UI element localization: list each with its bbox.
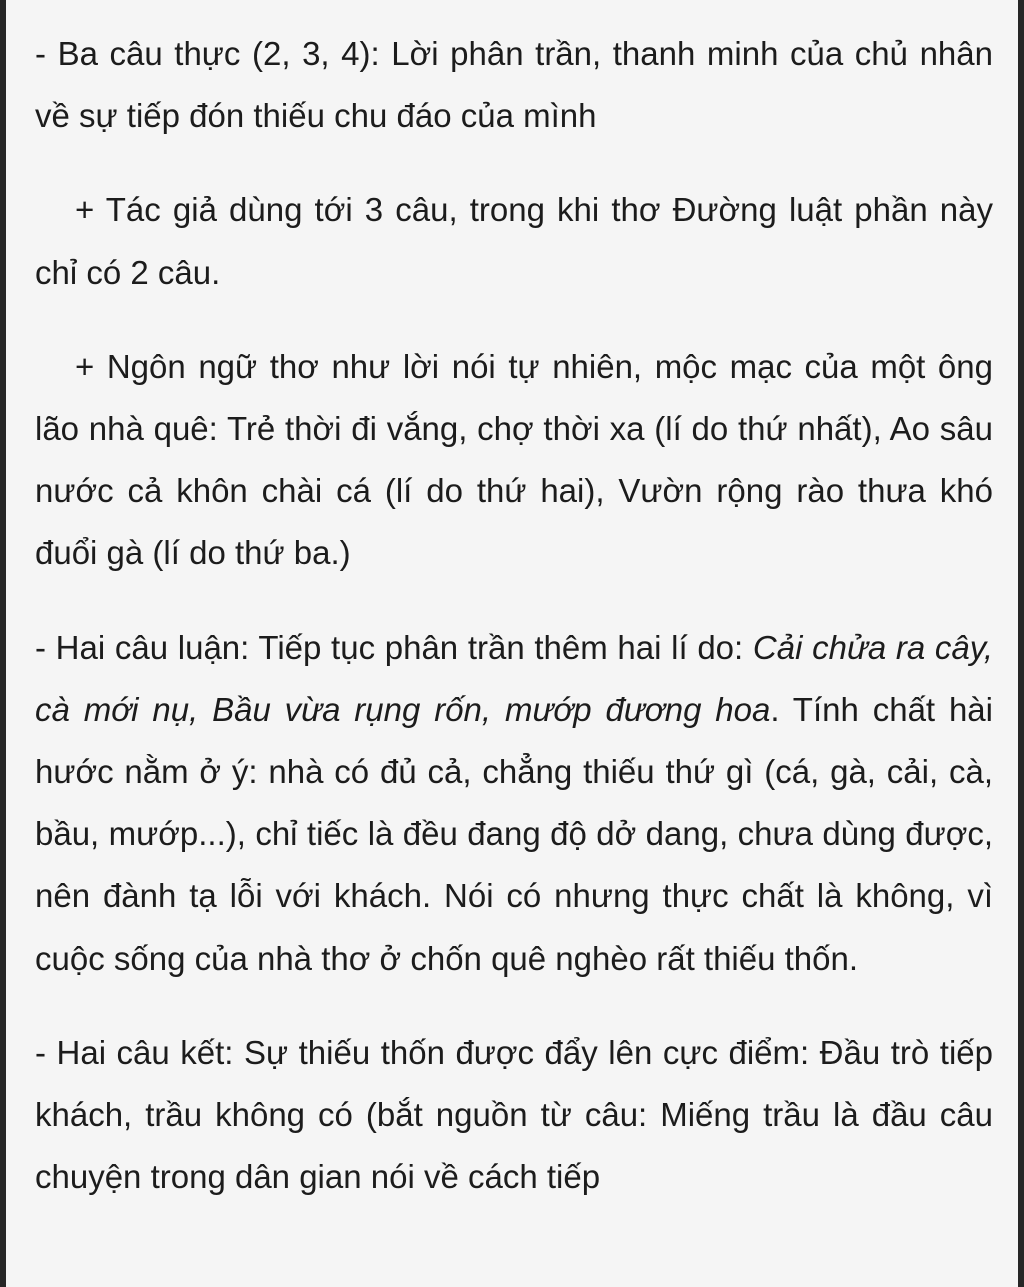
paragraph-hai-cau-luan bbox=[35, 617, 993, 990]
paragraph-ba-cau-thuc bbox=[35, 23, 993, 147]
paragraph-so-cau bbox=[35, 179, 993, 303]
quoted-verse: Cải chửa ra cây, cà mới nụ, Bầu vừa rụng rốn, mướp đương hoa bbox=[35, 628, 993, 728]
paragraph-text: - Hai câu luận: Tiếp tục phân trần thêm hai lí do: bbox=[35, 628, 753, 666]
paragraph-text: - Hai câu kết: Sự thiếu thốn được đẩy lên cực điểm: Đầu trò tiếp khách, trầu không có (bắt nguồn từ câu: Miếng trầu là đầu câu chuyện trong dân gian nói về cách tiếp bbox=[35, 1033, 993, 1196]
article-body bbox=[35, 23, 993, 1240]
screen-edge-left bbox=[0, 0, 6, 1287]
paragraph-hai-cau-ket bbox=[35, 1022, 993, 1209]
paragraph-text: . Tính chất hài hước nằm ở ý: nhà có đủ cả, chẳng thiếu thứ gì (cá, gà, cải, cà, bầu, mướp...), chỉ tiếc là đều đang độ dở dang, chưa dùng được, nên đành tạ lỗi với khách. Nói có nhưng thực chất là không, vì cuộc sống của nhà thơ ở chốn quê nghèo rất thiếu thốn. bbox=[35, 690, 993, 977]
paragraph-text: - Ba câu thực (2, 3, 4): Lời phân trần, thanh minh của chủ nhân về sự tiếp đón thiếu chu đáo của mình bbox=[35, 35, 993, 135]
screen-edge-right bbox=[1018, 0, 1024, 1287]
paragraph-text: + Ngôn ngữ thơ như lời nói tự nhiên, mộc mạc của một ông lão nhà quê: Trẻ thời đi vắng, chợ thời xa (lí do thứ nhất), Ao sâu nước cả khôn chài cá (lí do thứ hai), Vườn rộng rào thưa khó đuổi gà (lí do thứ ba.) bbox=[35, 347, 993, 572]
paragraph-ngon-ngu-tho bbox=[35, 336, 993, 585]
paragraph-text: + Tác giả dùng tới 3 câu, trong khi thơ Đường luật phần này chỉ có 2 câu. bbox=[35, 191, 993, 291]
